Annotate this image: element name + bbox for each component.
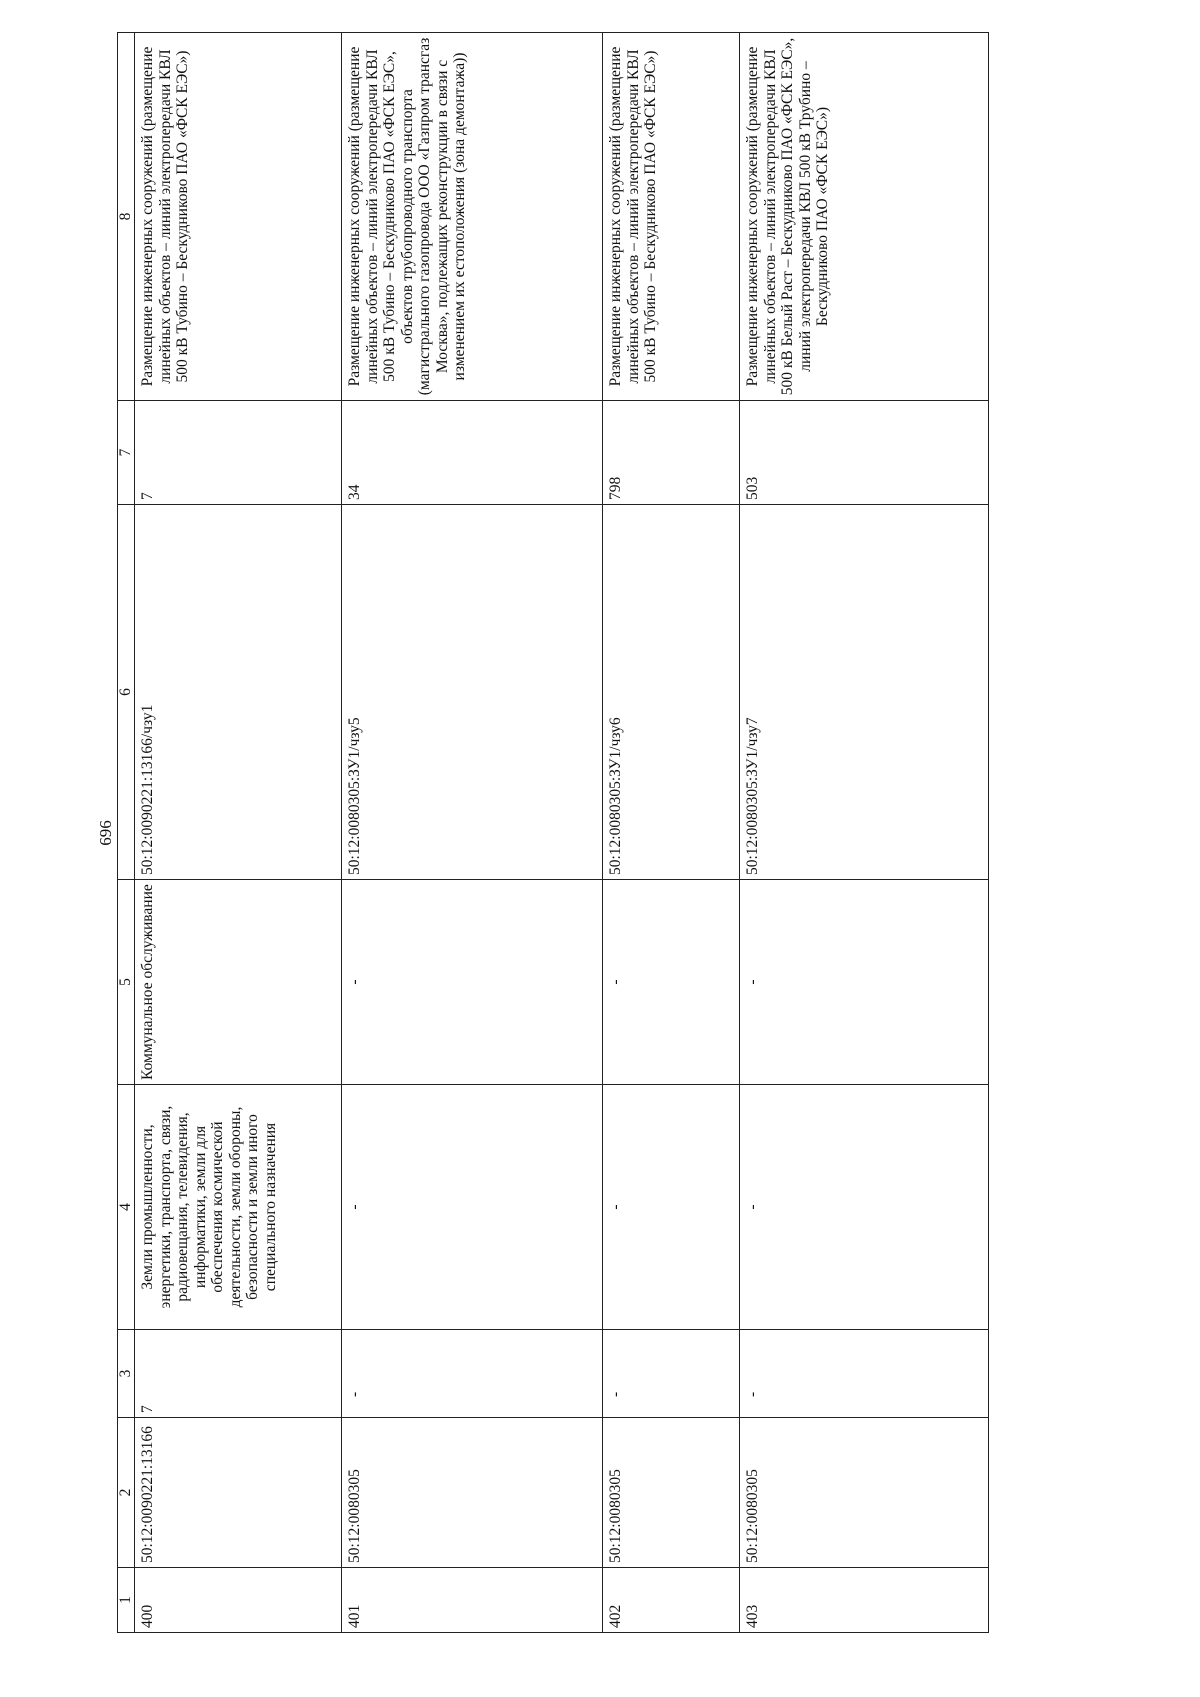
land-category: Земли промышленности, энергетики, транспорта, связи, радиовещания, телевидения, информатики, земли для обеспечения космической деятельности, земли обороны, безопасности и земли иного специального назначения <box>135 1085 342 1330</box>
area-value: 7 <box>135 401 342 505</box>
row-number: 402 <box>603 1568 740 1633</box>
land-plots-table <box>117 32 989 1633</box>
cell-col3: - <box>342 1330 603 1418</box>
plot-part-number: 50:12:0080305:ЗУ1/чзу5 <box>342 505 603 880</box>
purpose-description: Размещение инженерных сооружений (размещение линейных объектов – линий электропередачи КВЛ 500 кВ Белый Раст – Бескудниково ПАО «ФСК ЕЭС», линий электропередачи КВЛ 500 кВ Трубино – Бескудниково ПАО «ФСК ЕЭС») <box>740 33 989 401</box>
column-header: 1 <box>118 1568 135 1633</box>
plot-part-number: 50:12:0090221:13166/чзу1 <box>135 505 342 880</box>
column-header: 2 <box>118 1418 135 1568</box>
table-row <box>740 33 989 1633</box>
table-row <box>603 33 740 1633</box>
column-header: 7 <box>118 401 135 505</box>
plot-part-number: 50:12:0080305:ЗУ1/чзу6 <box>603 505 740 880</box>
row-number: 400 <box>135 1568 342 1633</box>
column-header: 6 <box>118 505 135 880</box>
row-number: 401 <box>342 1568 603 1633</box>
table-header-row <box>118 33 135 1633</box>
cell-col3: - <box>740 1330 989 1418</box>
cell-col3: 7 <box>135 1330 342 1418</box>
land-category: - <box>740 1085 989 1330</box>
cadastral-quarter: 50:12:0080305 <box>342 1418 603 1568</box>
column-header: 4 <box>118 1085 135 1330</box>
area-value: 34 <box>342 401 603 505</box>
document-page <box>97 33 977 1633</box>
cadastral-quarter: 50:12:0080305 <box>740 1418 989 1568</box>
row-number: 403 <box>740 1568 989 1633</box>
plot-part-number: 50:12:0080305:ЗУ1/чзу7 <box>740 505 989 880</box>
table-row <box>135 33 342 1633</box>
column-header: 8 <box>118 33 135 401</box>
cadastral-quarter: 50:12:0090221:13166 <box>135 1418 342 1568</box>
purpose-description: Размещение инженерных сооружений (размещение линейных объектов – линий электропередачи КВЛ 500 кВ Тубино – Бескудниково ПАО «ФСК ЕЭС», объектов трубопроводного транспорта (магистрального газопровода ООО «Газпром трансгаз Москва», подлежащих реконструкции в связи с изменением их естоположения (зона демонтажа)) <box>342 33 603 401</box>
land-category: - <box>342 1085 603 1330</box>
column-header: 3 <box>118 1330 135 1418</box>
land-category: - <box>603 1085 740 1330</box>
area-value: 503 <box>740 401 989 505</box>
permitted-use: - <box>603 880 740 1085</box>
purpose-description: Размещение инженерных сооружений (размещение линейных объектов – линий электропередачи КВЛ 500 кВ Тубино – Бескудниково ПАО «ФСК ЕЭС») <box>135 33 342 401</box>
table-row <box>342 33 603 1633</box>
cell-col3: - <box>603 1330 740 1418</box>
column-header: 5 <box>118 880 135 1085</box>
permitted-use: Коммунальное обслуживание <box>135 880 342 1085</box>
permitted-use: - <box>342 880 603 1085</box>
purpose-description: Размещение инженерных сооружений (размещение линейных объектов – линий электропередачи КВЛ 500 кВ Тубино – Бескудниково ПАО «ФСК ЕЭС») <box>603 33 740 401</box>
cadastral-quarter: 50:12:0080305 <box>603 1418 740 1568</box>
area-value: 798 <box>603 401 740 505</box>
permitted-use: - <box>740 880 989 1085</box>
page-number: 696 <box>96 820 115 846</box>
